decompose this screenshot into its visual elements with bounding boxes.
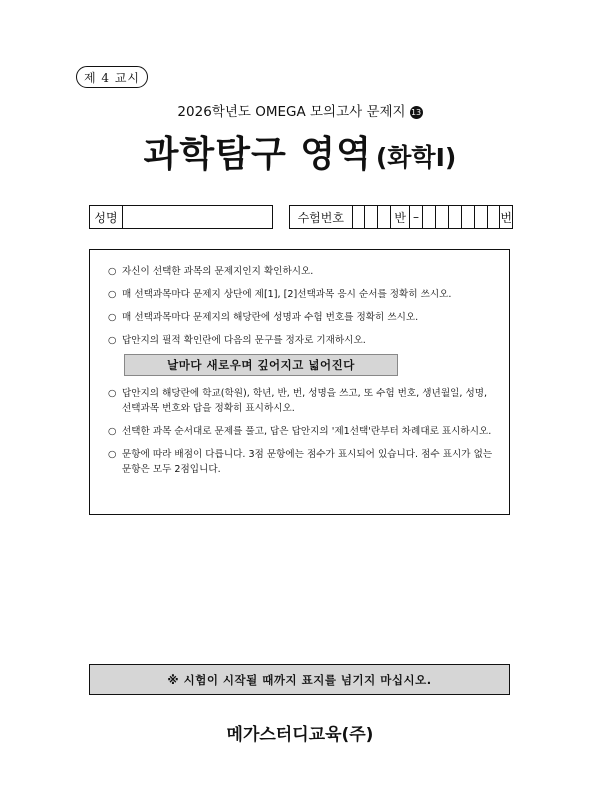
- instruction-item: [108, 424, 493, 439]
- instruction-item: [108, 447, 493, 477]
- id-label: 수험번호: [290, 206, 353, 228]
- bullet-circle-icon: ○: [108, 335, 117, 346]
- instructions-box: [89, 249, 510, 515]
- instruction-text: 선택한 과목 순서대로 문제를 풀고, 답은 답안지의 '제1선택'란부터 차례대로 표시하시오.: [122, 426, 492, 437]
- instruction-item: [108, 287, 493, 302]
- page-title: [0, 126, 600, 177]
- publisher-name: 메가스터디교육(주): [226, 725, 374, 745]
- id-digit-box: [423, 206, 436, 228]
- handwriting-phrase: 날마다 새로우며 깊어지고 넓어진다: [124, 354, 398, 376]
- name-label: 성명: [90, 206, 123, 228]
- bullet-circle-icon: ○: [108, 312, 117, 323]
- number-label: 번: [500, 210, 513, 225]
- id-digit-box: [436, 206, 449, 228]
- bullet-circle-icon: ○: [108, 289, 117, 300]
- id-digit-box: [365, 206, 378, 228]
- exam-name-text: 2026학년도 OMEGA 모의고사 문제지: [177, 104, 406, 120]
- id-digit-box: [488, 206, 501, 228]
- instruction-text: 답안지의 해당란에 학교(학원), 학년, 반, 번, 성명을 쓰고, 또 수험 번호, 생년월일, 성명, 선택과목 번호와 답을 정확히 표시하시오.: [122, 388, 488, 414]
- do-not-turn-notice: ※ 시험이 시작될 때까지 표지를 넘기지 마십시오.: [89, 664, 510, 695]
- id-digit-box: [353, 206, 366, 228]
- candidate-id-field: [289, 205, 513, 229]
- subject-name: (화학Ⅰ): [375, 143, 457, 172]
- id-digit-box: [475, 206, 488, 228]
- id-digit-box: [449, 206, 462, 228]
- candidate-name-field: [89, 205, 273, 229]
- subject-area-title: 과학탐구 영역: [143, 134, 372, 175]
- instruction-text: 자신이 선택한 과목의 문제지인지 확인하시오.: [122, 266, 314, 277]
- id-digit-box: [462, 206, 475, 228]
- instruction-text: 매 선택과목마다 문제지의 해당란에 성명과 수험 번호를 정확히 쓰시오.: [122, 312, 419, 323]
- instruction-item: [108, 333, 493, 348]
- name-blank: [123, 206, 272, 228]
- exam-period-badge: 제 4 교시: [76, 66, 148, 88]
- bullet-circle-icon: ○: [108, 388, 117, 399]
- dash-separator: –: [410, 206, 423, 228]
- instruction-item: [108, 310, 493, 325]
- bullet-circle-icon: ○: [108, 426, 117, 437]
- exam-name: [0, 100, 600, 120]
- instruction-item: [108, 264, 493, 279]
- booklet-number-badge: 13: [410, 108, 422, 117]
- instruction-text: 문항에 따라 배점이 다릅니다. 3점 문항에는 점수가 표시되어 있습니다. 점수 표시가 없는 문항은 모두 2점입니다.: [122, 449, 493, 475]
- instruction-item: [108, 386, 493, 416]
- instruction-text: 답안지의 필적 확인란에 다음의 문구를 정자로 기재하시오.: [122, 335, 366, 346]
- class-label: 반: [391, 206, 410, 228]
- bullet-circle-icon: ○: [108, 449, 117, 460]
- id-digit-box: [378, 206, 391, 228]
- instruction-text: 매 선택과목마다 문제지 상단에 제[1], [2]선택과목 응시 순서를 정확히 쓰시오.: [122, 289, 452, 300]
- bullet-circle-icon: ○: [108, 266, 117, 277]
